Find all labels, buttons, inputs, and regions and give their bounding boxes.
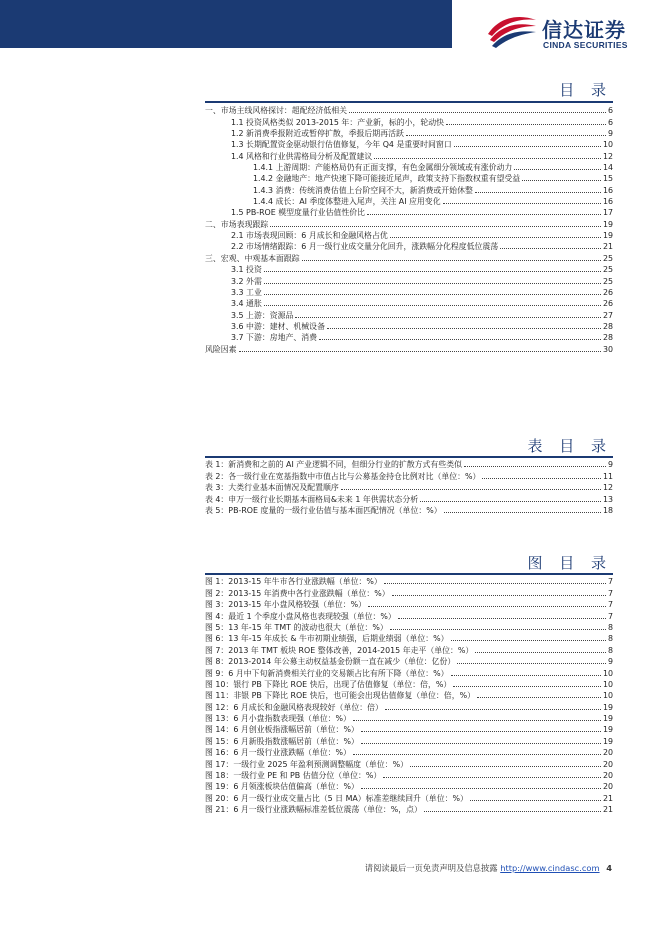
dot-leader: [374, 158, 601, 159]
entry-page-number: 11: [602, 471, 613, 481]
entry-label: 图 20：6 月一级行业成交量占比（5 日 MA）标准差继续回升（单位：%）: [205, 793, 468, 803]
company-logo: [486, 14, 646, 54]
entry-label: 图 16：6 月一级行业涨跌幅（单位：%）: [205, 748, 351, 758]
toc-entry[interactable]: [205, 622, 613, 633]
header-band: [0, 0, 452, 48]
toc-entry[interactable]: [205, 505, 613, 516]
toc-entry[interactable]: [205, 252, 613, 263]
dot-leader: [264, 271, 601, 272]
entry-page-number: 28: [602, 333, 613, 343]
entry-label: 图 21：6 月一级行业涨跌幅标准差低位震荡（单位：%，点）: [205, 805, 422, 815]
toc-entry[interactable]: [205, 690, 613, 701]
entry-label: 表 2：各一级行业在宽基指数中市值占比与公募基金持仓比例对比（单位：%）: [205, 471, 481, 481]
dot-leader: [420, 501, 601, 502]
dot-leader: [514, 169, 601, 170]
dot-leader: [270, 226, 601, 227]
dot-leader: [264, 305, 601, 306]
entry-label: 图 9：6 月中下旬新消费相关行业的交易额占比有所下降（单位：%）: [205, 668, 449, 678]
entry-label: 图 19：6 月领涨板块估值偏高（单位：%）: [205, 782, 359, 792]
page-number: 4: [606, 863, 612, 873]
tables-index-title: 表 目 录: [527, 437, 612, 455]
entry-label: 图 4：最近 1 个季度小盘风格也表现较强（单位：%）: [205, 611, 396, 621]
entry-page-number: 7: [607, 611, 613, 621]
entry-label: 图 8：2013-2014 年公募主动权益基金份额一直在减少（单位：亿份）: [205, 657, 456, 667]
entry-page-number: 19: [602, 702, 613, 712]
dot-leader: [451, 640, 606, 641]
entry-label: 3.1 投资: [231, 265, 262, 275]
toc-entry[interactable]: [205, 173, 613, 184]
toc-entry[interactable]: [205, 735, 613, 746]
dot-leader: [392, 595, 606, 596]
toc-entry[interactable]: [205, 459, 613, 470]
cinda-logo-icon: [486, 14, 538, 50]
logo-chinese-name: 信达证券: [542, 18, 626, 42]
entry-label: 图 7：2013 年 TMT 板块 ROE 整体改善，2014-2015 年走平（单位：%）: [205, 645, 474, 655]
toc-entry[interactable]: [205, 792, 613, 803]
entry-page-number: 15: [602, 174, 613, 184]
toc-entry[interactable]: [205, 493, 613, 504]
dot-leader: [410, 766, 601, 767]
entry-page-number: 19: [602, 725, 613, 735]
toc-entry[interactable]: [205, 230, 613, 241]
entry-label: 图 15：6 月新股指数涨幅居前（单位：%）: [205, 736, 359, 746]
website-link[interactable]: http://www.cindasc.com: [500, 863, 600, 873]
logo-english-name: CINDA SECURITIES: [543, 40, 628, 50]
dot-leader: [475, 192, 601, 193]
entry-label: 2.1 市场表现回顾：6 月成长和金融风格占优: [231, 231, 388, 241]
entry-page-number: 10: [602, 668, 613, 678]
tables-index-rule: [205, 456, 613, 458]
dot-leader: [424, 811, 601, 812]
dot-leader: [451, 675, 601, 676]
entry-label: 表 1：新消费和之前的 AI 产业逻辑不同，但细分行业的扩散方式有些类似: [205, 460, 462, 470]
dot-leader: [361, 731, 601, 732]
entry-page-number: 8: [607, 645, 613, 655]
entry-label: 图 3：2013-15 年小盘风格较强（单位：%）: [205, 600, 366, 610]
toc-entry[interactable]: [205, 128, 613, 139]
entry-page-number: 25: [602, 253, 613, 263]
entry-label: 3.7 下游：房地产、消费: [231, 333, 318, 343]
entry-page-number: 14: [602, 163, 613, 173]
dot-leader: [327, 328, 601, 329]
toc-entry[interactable]: [205, 184, 613, 195]
entry-page-number: 19: [602, 231, 613, 241]
dot-leader: [383, 777, 601, 778]
dot-leader: [368, 606, 606, 607]
toc-rule: [205, 101, 613, 103]
dot-leader: [522, 180, 601, 181]
figures-index-rule: [205, 573, 613, 575]
toc-entry[interactable]: [205, 298, 613, 309]
toc-entry[interactable]: [205, 770, 613, 781]
entry-label: 1.4.3 消费：传统消费估值上台阶空间不大，新消费或开始休整: [253, 185, 473, 195]
dot-leader: [264, 283, 601, 284]
entry-label: 1.4.4 成长：AI 季度体整进入尾声，关注 AI 应用变化: [253, 197, 441, 207]
entry-label: 图 2：2013-15 年消费中各行业涨跌幅（单位：%）: [205, 588, 390, 598]
entry-page-number: 21: [602, 805, 613, 815]
entry-label: 1.1 投资风格类似 2013-2015 年：产业新，标的小，轮动快: [231, 117, 445, 127]
entry-label: 1.4 风格和行业供需格局分析及配置建议: [231, 151, 373, 161]
toc-entry[interactable]: [205, 309, 613, 320]
dot-leader: [500, 248, 601, 249]
dot-leader: [361, 743, 601, 744]
entry-page-number: 26: [602, 287, 613, 297]
entry-label: 表 4：申万一级行业长期基本面格局&未来 1 年供需状态分析: [205, 494, 419, 504]
toc-entry[interactable]: [205, 679, 613, 690]
dot-leader: [398, 618, 606, 619]
toc-entry[interactable]: [205, 275, 613, 286]
dot-leader: [454, 146, 601, 147]
dot-leader: [453, 686, 601, 687]
toc-entry[interactable]: [205, 781, 613, 792]
entry-page-number: 19: [602, 219, 613, 229]
toc-entry[interactable]: [205, 343, 613, 354]
toc-entry[interactable]: [205, 332, 613, 343]
entry-label: 图 13：6 月小盘指数表现强（单位：%）: [205, 714, 351, 724]
figures-index: [205, 576, 613, 815]
entry-label: 3.3 工业: [231, 287, 262, 297]
entry-page-number: 12: [602, 483, 613, 493]
toc-entry[interactable]: [205, 162, 613, 173]
entry-page-number: 10: [602, 679, 613, 689]
toc-entry[interactable]: [205, 644, 613, 655]
entry-page-number: 20: [602, 771, 613, 781]
figures-index-title: 图 目 录: [527, 554, 612, 572]
entry-label: 三、宏观、中观基本面跟踪: [205, 253, 300, 263]
dot-leader: [341, 489, 601, 490]
toc-entry[interactable]: [205, 633, 613, 644]
entry-page-number: 20: [602, 748, 613, 758]
dot-leader: [349, 112, 606, 113]
toc-entry[interactable]: [205, 470, 613, 481]
entry-label: 2.2 市场情绪跟踪：6 月一级行业成交量分化回升，涨跌幅分化程度低位震荡: [231, 242, 499, 252]
entry-label: 3.6 中游：建材、机械设备: [231, 321, 325, 331]
entry-label: 图 6：13 年-15 年成长 & 牛市初期业绩强，后期业绩弱（单位：%）: [205, 634, 449, 644]
entry-label: 图 10：银行 PB 下降比 ROE 快后，出现了估值修复（单位：倍，%）: [205, 679, 452, 689]
entry-label: 图 12：6 月成长和金融风格表现较好（单位：倍）: [205, 702, 383, 712]
entry-label: 3.4 通胀: [231, 299, 262, 309]
toc-entry[interactable]: [205, 207, 613, 218]
entry-page-number: 7: [607, 600, 613, 610]
entry-page-number: 8: [607, 634, 613, 644]
entry-page-number: 9: [607, 460, 613, 470]
entry-page-number: 21: [602, 242, 613, 252]
entry-label: 1.4.2 金融地产：地产快速下降可能接近尾声，政策支持下指数权重有望受益: [253, 174, 521, 184]
toc-entry[interactable]: [205, 241, 613, 252]
entry-page-number: 6: [607, 106, 613, 116]
toc-entry[interactable]: [205, 105, 613, 116]
page-footer: [365, 862, 612, 874]
toc-entry[interactable]: [205, 610, 613, 621]
entry-page-number: 12: [602, 151, 613, 161]
toc-entry[interactable]: [205, 482, 613, 493]
toc-entry[interactable]: [205, 804, 613, 815]
tables-index: [205, 459, 613, 516]
toc-entry[interactable]: [205, 196, 613, 207]
dot-leader: [390, 629, 606, 630]
entry-label: 图 18：一级行业 PE 和 PB 估值分位（单位：%）: [205, 771, 382, 781]
toc-entry[interactable]: [205, 321, 613, 332]
dot-leader: [239, 351, 601, 352]
toc-entry[interactable]: [205, 701, 613, 712]
toc-entry[interactable]: [205, 576, 613, 587]
toc-entry[interactable]: [205, 656, 613, 667]
toc-entry[interactable]: [205, 713, 613, 724]
entry-page-number: 7: [607, 588, 613, 598]
toc-entry[interactable]: [205, 139, 613, 150]
entry-page-number: 17: [602, 208, 613, 218]
dot-leader: [302, 260, 601, 261]
entry-label: 风险因素: [205, 344, 237, 354]
entry-label: 1.3 长期配置资金驱动银行估值修复，今年 Q4 是重要时间窗口: [231, 140, 452, 150]
dot-leader: [443, 203, 601, 204]
entry-label: 3.2 外需: [231, 276, 262, 286]
entry-label: 1.5 PB-ROE 模型度量行业估值性价比: [231, 208, 366, 218]
entry-page-number: 16: [602, 185, 613, 195]
entry-page-number: 10: [602, 140, 613, 150]
dot-leader: [477, 697, 601, 698]
entry-label: 1.4.1 上游周期：产能格局仍有正面支撑，有色金属细分领域或有涨价动力: [253, 163, 513, 173]
dot-leader: [353, 720, 601, 721]
toc-title: 目 录: [559, 81, 612, 99]
toc-entry[interactable]: [205, 218, 613, 229]
dot-leader: [319, 339, 601, 340]
entry-label: 1.2 新消费季报附近或暂停扩散，季报后期再活跃: [231, 129, 404, 139]
entry-page-number: 18: [602, 505, 613, 515]
entry-page-number: 19: [602, 714, 613, 724]
dot-leader: [390, 237, 601, 238]
dot-leader: [457, 663, 606, 664]
toc-entry[interactable]: [205, 150, 613, 161]
entry-page-number: 20: [602, 759, 613, 769]
dot-leader: [464, 466, 606, 467]
entry-page-number: 6: [607, 117, 613, 127]
disclaimer-text: 请阅读最后一页免责声明及信息披露: [364, 863, 498, 873]
table-of-contents: [205, 105, 613, 355]
entry-label: 图 14：6 月创业板指涨幅居前（单位：%）: [205, 725, 359, 735]
dot-leader: [470, 800, 601, 801]
entry-label: 图 11：非银 PB 下降比 ROE 快后，也可能会出现估值修复（单位：倍，%）: [205, 691, 475, 701]
toc-entry[interactable]: [205, 599, 613, 610]
dot-leader: [482, 478, 601, 479]
dot-leader: [444, 512, 601, 513]
toc-entry[interactable]: [205, 747, 613, 758]
entry-page-number: 9: [607, 657, 613, 667]
entry-page-number: 10: [602, 691, 613, 701]
dot-leader: [475, 652, 606, 653]
dot-leader: [385, 709, 601, 710]
toc-entry[interactable]: [205, 758, 613, 769]
entry-page-number: 16: [602, 197, 613, 207]
toc-entry[interactable]: [205, 116, 613, 127]
dot-leader: [361, 788, 601, 789]
entry-page-number: 8: [607, 622, 613, 632]
entry-page-number: 20: [602, 782, 613, 792]
dot-leader: [367, 214, 601, 215]
entry-page-number: 21: [602, 793, 613, 803]
dot-leader: [353, 754, 601, 755]
entry-label: 图 17：一级行业 2025 年盈利预测调整幅度（单位：%）: [205, 759, 408, 769]
entry-label: 表 5：PB-ROE 度量的一级行业估值与基本面匹配情况（单位：%）: [205, 505, 442, 515]
entry-page-number: 25: [602, 265, 613, 275]
dot-leader: [295, 317, 601, 318]
dot-leader: [384, 583, 606, 584]
dot-leader: [446, 124, 606, 125]
toc-entry[interactable]: [205, 667, 613, 678]
entry-label: 二、市场表现跟踪: [205, 219, 269, 229]
entry-label: 表 3：大类行业基本面情况及配置顺序: [205, 483, 339, 493]
dot-leader: [264, 294, 601, 295]
toc-entry[interactable]: [205, 587, 613, 598]
entry-label: 图 5：13 年-15 年 TMT 的波动也很大（单位：%）: [205, 622, 388, 632]
entry-page-number: 28: [602, 321, 613, 331]
entry-page-number: 30: [602, 344, 613, 354]
entry-page-number: 13: [602, 494, 613, 504]
entry-page-number: 7: [607, 577, 613, 587]
entry-page-number: 19: [602, 736, 613, 746]
entry-page-number: 27: [602, 310, 613, 320]
dot-leader: [406, 135, 606, 136]
entry-page-number: 9: [607, 129, 613, 139]
entry-page-number: 25: [602, 276, 613, 286]
entry-label: 3.5 上游：资源品: [231, 310, 294, 320]
toc-entry[interactable]: [205, 724, 613, 735]
toc-entry[interactable]: [205, 264, 613, 275]
entry-label: 一、市场主线风格探讨：超配经济低相关: [205, 106, 348, 116]
entry-label: 图 1：2013-15 年牛市各行业涨跌幅（单位：%）: [205, 577, 382, 587]
toc-entry[interactable]: [205, 287, 613, 298]
entry-page-number: 26: [602, 299, 613, 309]
